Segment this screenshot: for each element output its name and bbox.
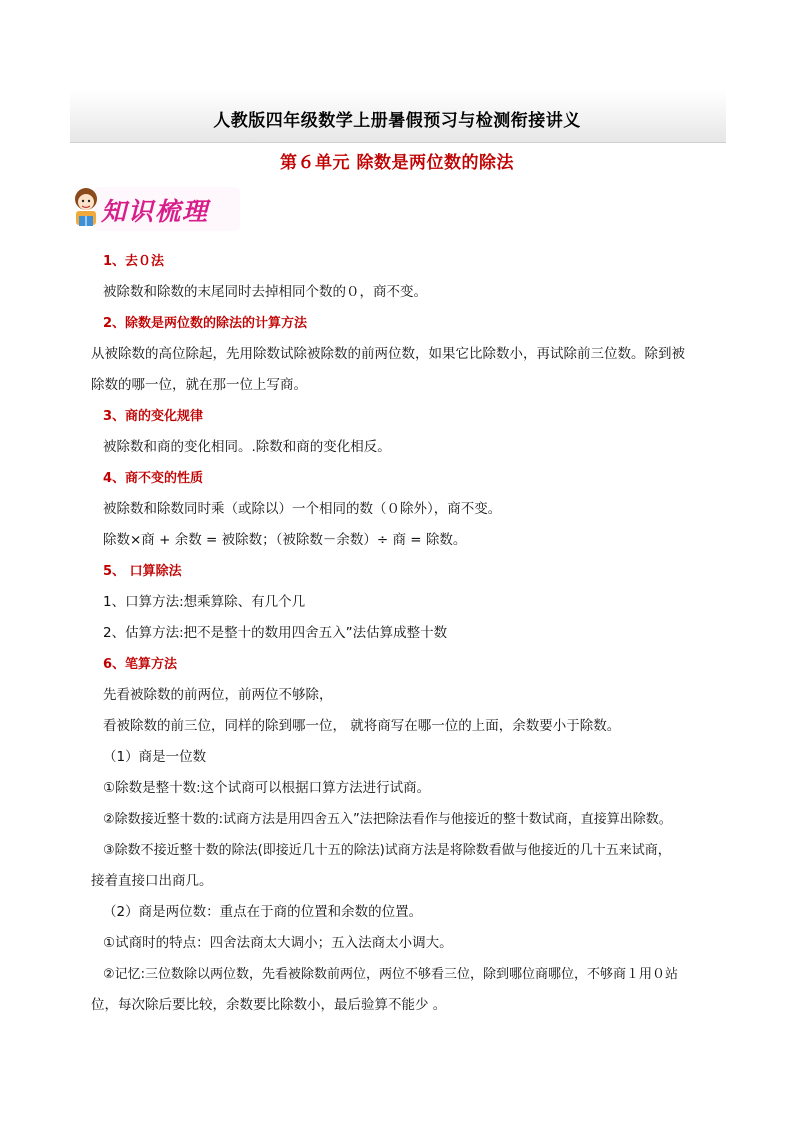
body-line: 被除数和除数的末尾同时去掉相同个数的０，商不变。 [103,284,427,300]
body-line: 除数×商 + 余数 = 被除数；（被除数－余数）÷ 商 = 除数。 [103,532,467,548]
body-line: ①试商时的特点：四舍法商太大调小；五入法商太小调大。 [103,935,453,951]
body-line: ②记忆:三位数除以两位数，先看被除数前两位，两位不够看三位，除到哪位商哪位，不够商１用０站 [103,967,679,982]
knowledge-badge-label: 知识梳理 [101,197,210,226]
page-title: 人教版四年级数学上册暑假预习与检测衔接讲义 [213,111,581,131]
body-line: 先看被除数的前两位，前两位不够除， [103,687,333,703]
body-line: 除数的哪一位，就在那一位上写商。 [91,377,307,393]
body-line: 从被除数的高位除起，先用除数试除被除数的前两位数，如果它比除数小，再试除前三位数。除到被 [91,346,685,362]
body-line: （1）商是一位数 [103,749,207,765]
body-line: ③除数不接近整十数的除法(即接近几十五的除法)试商方法是将除数看做与他接近的几十五来试商， [103,843,671,858]
section-heading: 6、笔算方法 [103,657,178,672]
notes-body [91,246,727,1021]
section-heading: 1、去０法 [103,254,165,269]
body-line: 1、口算方法:想乘算除、有几个几 [103,594,306,610]
body-line: 位，每次除后要比较，余数要比除数小，最后验算不能少 。 [91,997,447,1013]
body-line: 接着直接口出商几。 [91,873,213,889]
body-line: 2、估算方法:把不是整十的数用四舍五入”法估算成整十数 [103,625,448,641]
girl-reading-icon [75,188,97,226]
body-line: 看被除数的前三位，同样的除到哪一位， 就将商写在哪一位的上面，余数要小于除数。 [103,718,621,734]
section-heading: 5、 口算除法 [103,564,182,579]
section-heading: 2、除数是两位数的除法的计算方法 [103,316,308,331]
body-line: ②除数接近整十数的:试商方法是用四舍五入”法把除法看作与他接近的整十数试商，直接算出除数。 [103,812,672,827]
body-line: ①除数是整十数:这个试商可以根据口算方法进行试商。 [103,780,431,796]
body-line: 被除数和除数同时乘（或除以）一个相同的数（０除外），商不变。 [103,501,502,517]
body-line: 被除数和商的变化相同。.除数和商的变化相反。 [103,439,391,455]
section-heading: 3、商的变化规律 [103,409,204,424]
body-line: （2）商是两位数：重点在于商的位置和余数的位置。 [103,904,423,920]
section-heading: 4、商不变的性质 [103,471,204,486]
unit-subtitle: 第６单元 除数是两位数的除法 [280,153,514,173]
